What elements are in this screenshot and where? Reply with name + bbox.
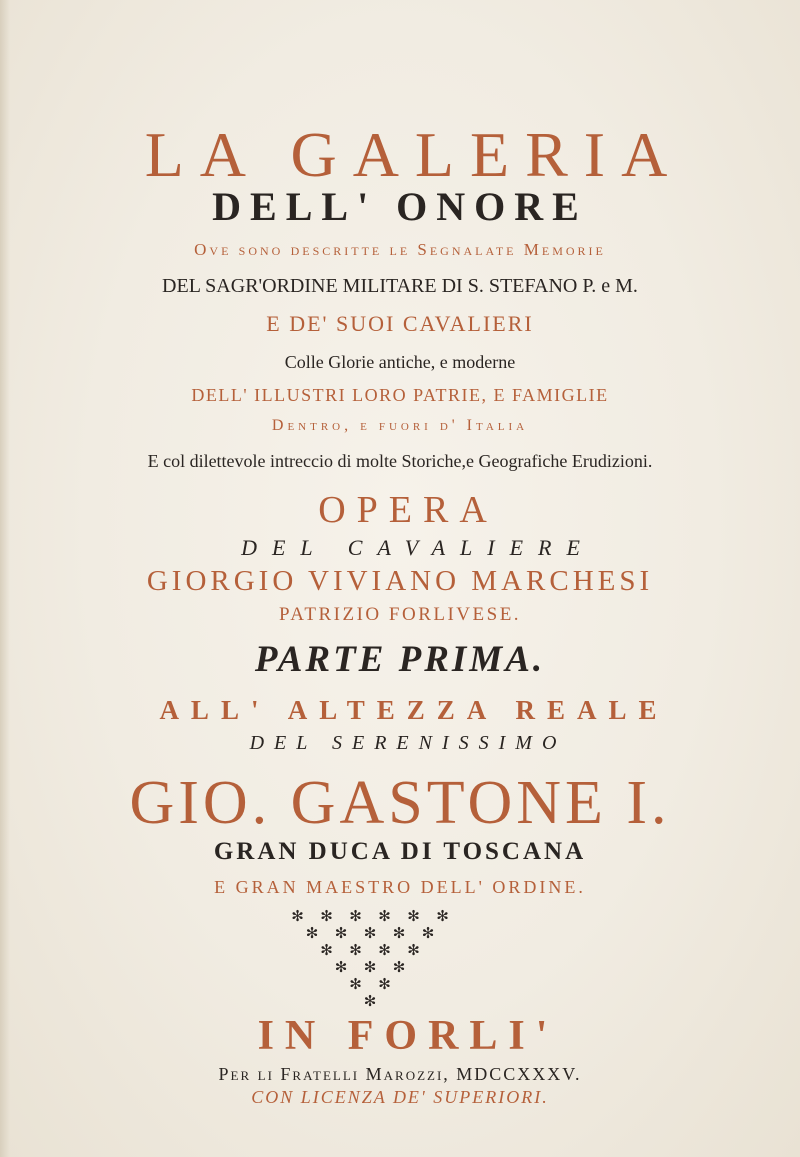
- ornament-star: ✻: [349, 975, 362, 993]
- ornament-star: ✻: [349, 941, 362, 959]
- ornament-star: ✻: [363, 992, 377, 1010]
- work-label: OPERA: [318, 489, 498, 531]
- by-label: DEL CAVALIERE: [241, 535, 595, 560]
- ornament-star: ✻: [363, 958, 377, 976]
- part-label: PARTE PRIMA.: [254, 639, 546, 680]
- description-line-5: DELL' ILLUSTRI LORO PATRIE, E FAMIGLIE: [191, 385, 609, 405]
- ornament-star: ✻: [392, 924, 406, 942]
- ornament-star: ✻: [334, 958, 348, 976]
- ornament-star: ✻: [305, 924, 319, 942]
- ornament-star: ✻: [436, 907, 449, 925]
- dedicatee-title-2: E GRAN MAESTRO DELL' ORDINE.: [214, 877, 586, 897]
- description-line-3: E DE' SUOI CAVALIERI: [266, 311, 534, 336]
- author-origin: PATRIZIO FORLIVESE.: [278, 604, 522, 625]
- description-line-4: Colle Glorie antiche, e moderne: [284, 352, 516, 372]
- ornament-star: ✻: [421, 924, 435, 942]
- ornament-star: ✻: [378, 907, 391, 925]
- ornament-star: ✻: [349, 907, 362, 925]
- ornament-star: ✻: [320, 907, 333, 925]
- ornament-star: ✻: [378, 975, 391, 993]
- asterisk-ornament-icon: [270, 905, 470, 1015]
- description-line-1: Ove sono descritte le Segnalate Memorie: [194, 240, 606, 259]
- ornament-star: ✻: [320, 941, 333, 959]
- ornament-star: ✻: [378, 941, 391, 959]
- description-line-7: E col dilettevole intreccio di molte Storiche,e Geografiche Erudizioni.: [147, 451, 653, 471]
- dedication-line-2: DEL SERENISSIMO: [249, 732, 567, 754]
- ornament-star: ✻: [407, 941, 420, 959]
- dedicatee-title: GRAN DUCA DI TOSCANA: [213, 838, 587, 865]
- ornament-star: ✻: [363, 924, 377, 942]
- imprint-printer: Per li Fratelli Marozzi, MDCCXXXV.: [218, 1064, 582, 1084]
- ornament-star: ✻: [334, 924, 348, 942]
- book-title: LA GALERIA: [144, 119, 684, 190]
- description-line-6: Dentro, e fuori d' Italia: [271, 417, 529, 434]
- imprint-place: IN FORLI': [257, 1013, 559, 1059]
- book-subtitle: DELL' ONORE: [212, 184, 588, 229]
- ornament-star: ✻: [291, 907, 304, 925]
- ornament-star: ✻: [392, 958, 406, 976]
- dedication-line-1: ALL' ALTEZZA REALE: [159, 695, 669, 725]
- description-line-2: DEL SAGR'ORDINE MILITARE DI S. STEFANO P. e M.: [162, 275, 638, 297]
- author-name: GIORGIO VIVIANO MARCHESI: [146, 565, 654, 597]
- imprint-license: CON LICENZA DE' SUPERIORI.: [251, 1087, 549, 1107]
- ornament-star: ✻: [407, 907, 420, 925]
- dedicatee-name: GIO. GASTONE I.: [129, 769, 671, 837]
